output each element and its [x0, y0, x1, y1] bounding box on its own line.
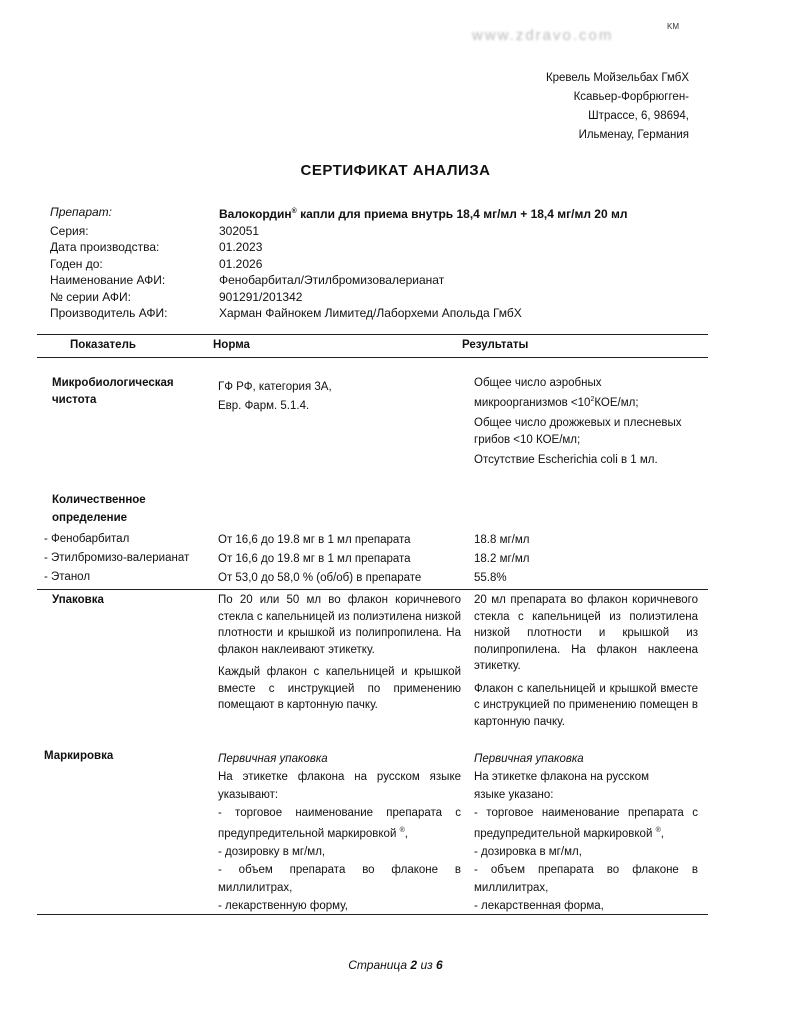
quant-item-norm: От 53,0 до 58,0 % (об/об) в препарате	[218, 572, 422, 584]
info-row	[50, 289, 628, 306]
table-bottom-rule	[37, 914, 708, 915]
row-indicator-quant: Количественное определение	[52, 494, 146, 524]
micro-norm: ГФ РФ, категория 3А, Евр. Фарм. 5.1.4.	[218, 381, 332, 412]
info-row	[50, 223, 628, 240]
table-header-rule	[37, 357, 708, 358]
micro-result-aerobic: Общее число аэробных микроорганизмов $<10^2КОЕ/мл$;	[474, 377, 639, 409]
info-label: Наименование АФИ:	[50, 273, 166, 287]
row-indicator-marking: Маркировка	[44, 750, 114, 762]
packaging-norm: По 20 или 50 мл во флакон коричневого стекла с капельницей из полиэтилена низкой плотности и крышкой из полипропилена. На флакон наклеивают этикетку. Каждый флакон с капельницей и крышкой вместе с инструкцией по применению помещают в картонную пачку.	[218, 594, 461, 711]
column-header-norm: Норма	[213, 339, 250, 351]
info-label: Дата производства:	[50, 240, 160, 254]
quant-item-norm: От 16,6 до 19.8 мг в 1 мл препарата	[218, 553, 411, 565]
info-label: № серии АФИ:	[50, 289, 131, 304]
address-line: Кревель Мойзельбах ГмбХ	[545, 72, 689, 84]
quant-item-name: - Этанол	[44, 571, 91, 583]
micro-result-yeast: Общее число дрожжевых и плесневых грибов <10 КОЕ/мл;	[474, 417, 682, 446]
watermark: www.zdravo.com	[472, 27, 614, 44]
quant-item-result: 18.2 мг/мл	[474, 553, 530, 565]
address-line: Штрассе, 6, 98694,	[588, 110, 689, 122]
column-header-results: Результаты	[462, 339, 529, 351]
info-value: 901291/201342	[219, 289, 303, 304]
watermark-mark: KM	[667, 22, 679, 31]
row-indicator-micro: Микробиологическая чистота	[52, 377, 174, 406]
address-line: Ильменау, Германия	[578, 129, 689, 141]
info-label: Серия:	[50, 223, 89, 238]
info-value: 302051	[219, 223, 260, 238]
info-row-product	[50, 204, 628, 223]
column-header-indicator: Показатель	[70, 339, 136, 351]
quant-item-result: 55.8%	[474, 572, 507, 584]
product-name: Валокордин® капли для приема внутрь 18,4 мг/мл + 18,4 мг/мл 20 мл	[219, 207, 628, 221]
quant-item-result: 18.8 мг/мл	[474, 534, 530, 546]
info-value: 01.2023	[219, 240, 263, 254]
info-label: Годен до:	[50, 256, 103, 271]
info-label: Препарат:	[50, 205, 112, 219]
sender-address	[546, 69, 689, 145]
micro-result-ecoli: Отсутствие Escherichia coli в 1 мл.	[474, 454, 658, 466]
info-value: Фенобарбитал/Этилбромизовалерианат	[219, 273, 445, 287]
info-row	[50, 272, 628, 289]
info-row	[50, 256, 628, 273]
packaging-result: 20 мл препарата во флакон коричневого стекла с капельницей из полиэтилена низкой плотности и крышкой из полипропилена. На флакон наклеена этикетку. Флакон с капельницей и крышкой вместе с инструкцией по применению помещен в картонную пачку.	[474, 594, 698, 728]
info-row	[50, 239, 628, 256]
page-footer: Страница 2 из 6	[348, 958, 443, 972]
address-line: Ксавьер-Форбрюгген-	[573, 91, 689, 103]
table-top-rule	[37, 334, 708, 335]
info-row	[50, 305, 628, 322]
product-info	[50, 204, 628, 322]
row-indicator-packaging: Упаковка	[52, 594, 104, 606]
table-row-rule	[37, 589, 708, 590]
quant-item-name: - Этилбромизо-валерианат	[44, 552, 190, 564]
quant-item-norm: От 16,6 до 19.8 мг в 1 мл препарата	[218, 534, 411, 546]
info-label: Производитель АФИ:	[50, 306, 168, 320]
info-value: Харман Файнокем Лимитед/Лаборхеми Апольда ГмбХ	[219, 306, 522, 320]
info-value: 01.2026	[219, 256, 263, 271]
marking-result: Первичная упаковка На этикетке флакона на русском языке указано: - торговое наименование препарата с предупредительной маркировкой ®, - дозировка в мг/мл, - объем препарата во флаконе в миллилитрах, - лекарственная форма,	[474, 753, 698, 912]
document-title: СЕРТИФИКАТ АНАЛИЗА	[300, 162, 491, 179]
marking-norm: Первичная упаковка На этикетке флакона на русском языке указывают: - торговое наименование препарата с предупредительной маркировкой ®, - дозировку в мг/мл, - объем препарата во флаконе в миллилитрах, - лекарственную форму,	[218, 753, 461, 912]
quant-item-name: - Фенобарбитал	[44, 533, 130, 545]
